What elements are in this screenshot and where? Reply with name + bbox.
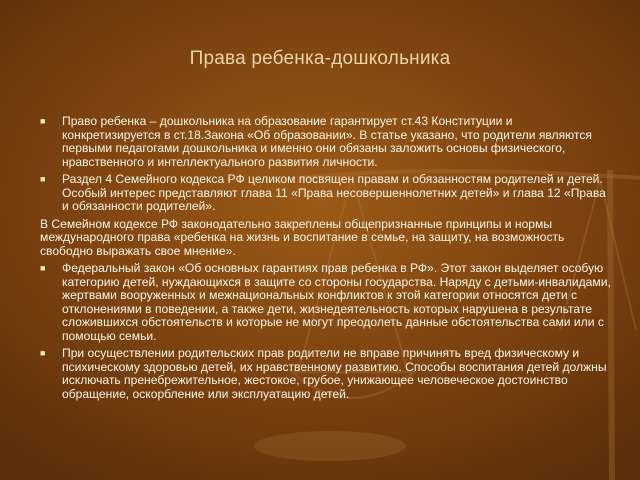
paragraph-constitution-art43 bbox=[40, 115, 612, 169]
paragraph-international-law bbox=[40, 218, 612, 259]
slide-title: Права ребенка-дошкольника bbox=[189, 48, 451, 69]
paragraph-text: Право ребенка – дошкольника на образование гарантирует ст.43 Конституции и конкретизируется в ст.18.Закона «Об образовании». В статье указано, что родители являются первыми педагогами дошкольника и именно они обязаны заложить основы физического, нравственного и интеллектуального развития личности. bbox=[62, 114, 592, 169]
bullet-icon: ■ bbox=[40, 348, 46, 358]
paragraph-text: В Семейном кодексе РФ законодательно закреплены общепризнанные принципы и нормы международного права «ребенка на жизнь и воспитание в семье, на защиту, на возможность свободно выражать свое мнение». bbox=[40, 216, 565, 258]
bullet-icon: ■ bbox=[40, 116, 46, 126]
paragraph-parental-rights bbox=[40, 347, 612, 401]
paragraph-text: При осуществлении родительских прав родители не вправе причинять вред физическому и психическому здоровью детей, их нравственному развитию. Способы воспитания детей должны исключать пренебрежительное, жестокое, грубое, унижающее человеческое достоинство обращение, оскорбление или эксплуатацию детей. bbox=[62, 346, 607, 401]
paragraph-federal-law-guarantees bbox=[40, 262, 612, 343]
bullet-icon: ■ bbox=[40, 174, 46, 184]
scales-base bbox=[254, 431, 406, 461]
bullet-icon: ■ bbox=[40, 263, 46, 273]
slide-body bbox=[40, 115, 612, 405]
paragraph-text: Федеральный закон «Об основных гарантиях прав ребенка в РФ». Этот закон выделяет особую категорию детей, нуждающихся в защите со стороны государства. Наряду с детьми-инвалидами, жертвами вооруженных и межнациональных конфликтов к этой категории относятся дети с отклонениями в поведении, а также дети, жизнедеятельность которых нарушена в результате сложившихся обстоятельств и которые не могут преодолеть данные обстоятельства сами или с помощью семьи. bbox=[62, 261, 611, 343]
paragraph-text: Раздел 4 Семейного кодекса РФ целиком посвящен правам и обязанностям родителей и детей. Особый интерес представляют глава 11 «Права несовершеннолетних детей» и глава 12 «Права и обязанности родителей». bbox=[62, 172, 606, 213]
paragraph-family-code-section4 bbox=[40, 173, 612, 214]
